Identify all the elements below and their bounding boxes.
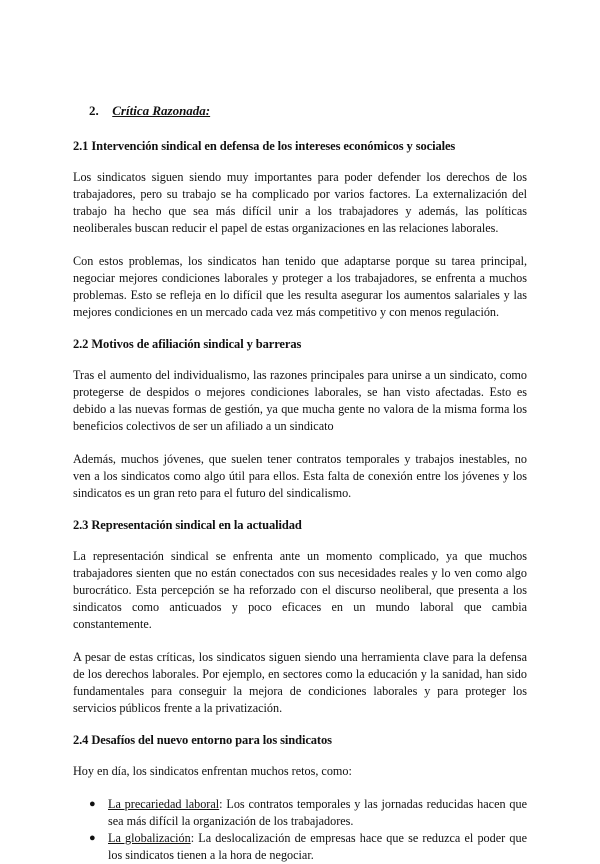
paragraph: Con estos problemas, los sindicatos han tenido que adaptarse porque su tarea principal, negociar mejores condiciones laborales y proteger a los trabajadores, se enfrenta a muchos problemas. Esto se refleja en lo difícil que les resulta asegurar los aumentos salariales y las mejores condiciones en un mercado cada vez más competitivo y con menos regulación. bbox=[73, 254, 527, 319]
section-title: Crítica Razonada: bbox=[112, 103, 211, 118]
subsection-heading: 2.1 Intervención sindical en defensa de los intereses económicos y sociales bbox=[73, 139, 456, 153]
paragraph: La representación sindical se enfrenta ante un momento complicado, ya que muchos trabajadores sienten que no están conectados con sus necesidades reales y lo ven como algo burocrático. Esta percepción se ha reforzado con el discurso neoliberal, que presenta a los sindicatos como anticuados y poco eficaces en un mundo laboral que cambia constantemente. bbox=[73, 549, 527, 631]
list-item-term: La globalización bbox=[108, 831, 191, 845]
paragraph: A pesar de estas críticas, los sindicatos siguen siendo una herramienta clave para la defensa de los derechos laborales. Por ejemplo, en sectores como la educación y la sanidad, han sido fundamentales para conseguir la mejora de condiciones laborales y para proteger los servicios públicos frente a la privatización. bbox=[73, 650, 527, 715]
paragraph: Los sindicatos siguen siendo muy importantes para poder defender los derechos de los trabajadores, pero su trabajo se ha complicado por varios factores. La externalización del trabajo ha hecho que sea más difícil unir a los trabajadores y además, las políticas neoliberales buscan reducir el papel de estas organizaciones en las relaciones laborales. bbox=[73, 170, 527, 235]
list-item bbox=[73, 796, 527, 830]
subsection-heading: 2.3 Representación sindical en la actualidad bbox=[73, 518, 302, 532]
list-item-text: : Los contratos temporales y las jornadas reducidas hacen que sea más difícil la organización de los trabajadores. bbox=[108, 797, 527, 828]
document-body bbox=[73, 103, 527, 864]
paragraph: Además, muchos jóvenes, que suelen tener contratos temporales y trabajos inestables, no ven a los sindicatos como algo útil para ellos. Esta falta de conexión entre los jóvenes y los sindicatos es un gran reto para el futuro del sindicalismo. bbox=[73, 452, 527, 500]
bullet-icon: ● bbox=[89, 798, 96, 810]
list-item-text: : La deslocalización de empresas hace que se reduzca el poder que los sindicatos tienen a la hora de negociar. bbox=[108, 831, 527, 862]
paragraph: Hoy en día, los sindicatos enfrentan muchos retos, como: bbox=[73, 764, 352, 778]
bullet-icon: ● bbox=[89, 832, 96, 844]
paragraph: Tras el aumento del individualismo, las razones principales para unirse a un sindicato, como protegerse de despidos o mejores condiciones laborales, se han visto afectadas. Esto es debido a las nuevas formas de gestión, ya que mucha gente no valora de la misma forma los beneficios colectivos de ser un afiliado a un sindicato bbox=[73, 368, 527, 433]
subsection-heading: 2.2 Motivos de afiliación sindical y barreras bbox=[73, 337, 302, 351]
list-item-term: La precariedad laboral bbox=[108, 797, 220, 811]
subsection-heading: 2.4 Desafíos del nuevo entorno para los sindicatos bbox=[73, 733, 332, 747]
challenges-list bbox=[73, 796, 527, 864]
section-number: 2. bbox=[89, 103, 99, 118]
list-item bbox=[73, 830, 527, 864]
section-heading bbox=[73, 103, 527, 119]
